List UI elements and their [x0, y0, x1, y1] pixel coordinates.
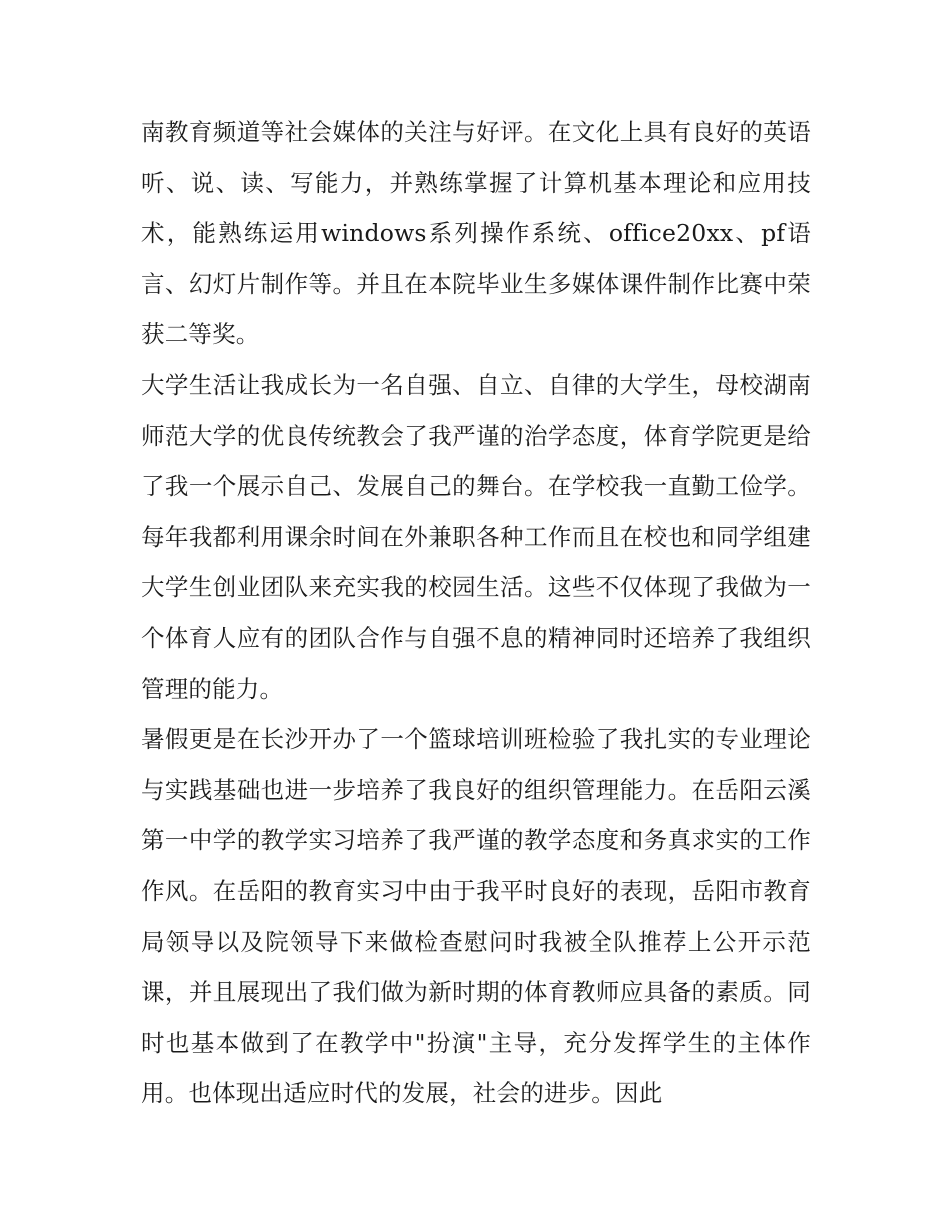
paragraph-3: 暑假更是在长沙开办了一个篮球培训班检验了我扎实的专业理论与实践基础也进一步培养了我良好的组织管理能力。在岳阳云溪第一中学的教学实习培养了我严谨的教学态度和务真求实的工作作风。在岳阳的教育实习中由于我平时良好的表现，岳阳市教育局领导以及院领导下来做检查慰问时我被全队推荐上公开示范课，并且展现出了我们做为新时期的体育教师应具备的素质。同时也基本做到了在教学中"扮演"主导，充分发挥学生的主体作用。也体现出适应时代的发展，社会的进步。因此: [141, 725, 811, 1108]
document-body: [141, 107, 811, 1119]
paragraph-2: 大学生活让我成长为一名自强、自立、自律的大学生，母校湖南师范大学的优良传统教会了我严谨的治学态度，体育学院更是给了我一个展示自己、发展自己的舞台。在学校我一直勤工俭学。每年我都利用课余时间在外兼职各种工作而且在校也和同学组建大学生创业团队来充实我的校园生活。这些不仅体现了我做为一个体育人应有的团队合作与自强不息的精神同时还培养了我组织管理的能力。: [141, 370, 811, 703]
paragraph-1: 南教育频道等社会媒体的关注与好评。在文化上具有良好的英语听、说、读、写能力，并熟练掌握了计算机基本理论和应用技术，能熟练运用windows系列操作系统、office20xx、pf语言、幻灯片制作等。并且在本院毕业生多媒体课件制作比赛中荣获二等奖。: [141, 118, 811, 349]
